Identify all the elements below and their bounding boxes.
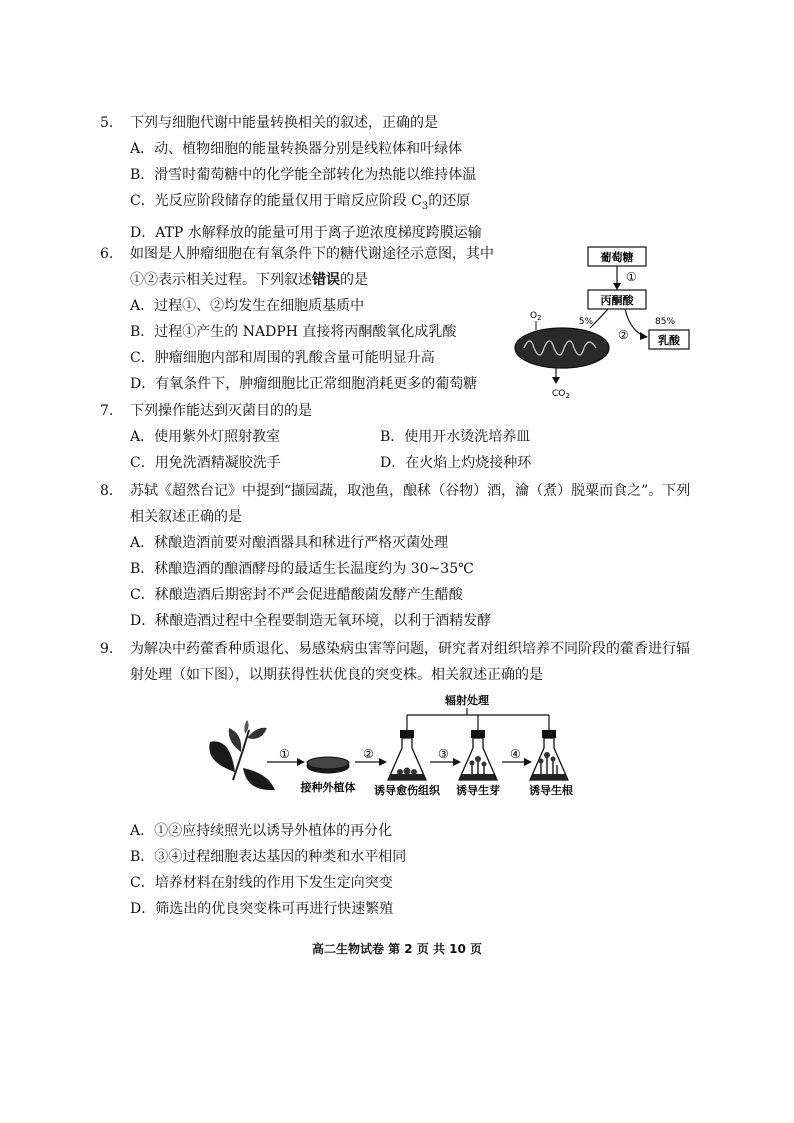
option-d: D．有氧条件下，肿瘤细胞比正常细胞消耗更多的葡萄糖 <box>130 376 478 392</box>
option-d: D．在火焰上灼烧接种环 <box>380 455 532 471</box>
options-row-1 <box>100 424 700 450</box>
step-3-label: ③ <box>438 747 449 761</box>
question-stem-line1: 苏轼《超然台记》中提到“撷园蔬，取池鱼，酿秫（谷物）酒，瀹（煮）脱粟而食之”。下列 <box>130 483 691 499</box>
flask-root-icon <box>530 730 568 780</box>
option-a: A．过程①、②均发生在细胞质基质中 <box>130 298 365 314</box>
step-1-label: ① <box>279 747 290 761</box>
flask-shoot-icon <box>459 730 497 780</box>
arrowhead-1 <box>297 758 305 766</box>
question-7 <box>100 398 700 476</box>
question-number: 7. <box>100 403 114 419</box>
arrowhead-1 <box>613 283 621 290</box>
label-root: 诱导生根 <box>529 784 573 797</box>
arrowhead-3 <box>552 377 560 384</box>
option-a: A．①②应持续照光以诱导外植体的再分化 <box>130 823 393 839</box>
flask-callus-icon <box>388 730 426 780</box>
question-8 <box>100 478 700 634</box>
option-d: D．秫酿造酒过程中全程要制造无氧环境，以利于酒精发酵 <box>130 613 492 629</box>
petri-dish-lid <box>307 757 349 769</box>
percent-lactate: 85% <box>655 317 676 327</box>
co2-label: $CO_2$ <box>552 389 570 400</box>
option-a: A．动、植物细胞的能量转换器分别是线粒体和叶绿体 <box>130 141 463 157</box>
arrowhead-3 <box>453 758 461 766</box>
step-1-label: ① <box>626 270 637 284</box>
option-b: B．秫酿造酒的酿酒酵母的最适生长温度约为 30~35℃ <box>130 561 474 577</box>
label-shoot: 诱导生芽 <box>456 784 500 797</box>
question-stem-line1: 如图是人肿瘤细胞在有氧条件下的糖代谢途径示意图，其中 <box>130 246 494 262</box>
glucose-label: 葡萄糖 <box>600 251 634 264</box>
option-b: B．③④过程细胞表达基因的种类和水平相同 <box>130 849 407 865</box>
question-number: 6. <box>100 246 114 262</box>
tissue-culture-diagram <box>195 690 605 820</box>
option-b: B．使用开水烫洗培养皿 <box>380 429 531 445</box>
mitochondrion <box>515 328 609 368</box>
question-stem-line2: 相关叙述正确的是 <box>130 509 242 525</box>
question-stem-line1: 为解决中药藿香种质退化、易感染病虫害等问题，研究者对组织培养不同阶段的藿香进行辐 <box>130 641 690 657</box>
question-9 <box>100 636 700 688</box>
percent-mitochondria: 5% <box>578 317 593 327</box>
question-9-options <box>100 818 700 922</box>
question-number: 9. <box>100 641 114 657</box>
option-a: A．使用紫外灯照射教室 <box>130 429 281 445</box>
option-c: C．秫酿造酒后期密封不严会促进醋酸菌发酵产生醋酸 <box>130 587 463 603</box>
option-c: C．光反应阶段储存的能量仅用于暗反应阶段 $C_3$的还原 <box>130 193 471 212</box>
emphasis-text: 错误 <box>312 272 340 288</box>
question-stem-line2: 射处理（如下图），以期获得性状优良的突变株。相关叙述正确的是 <box>130 667 543 683</box>
glycolysis-diagram <box>500 240 710 405</box>
label-callus: 诱导愈伤组织 <box>374 784 440 797</box>
option-d: D．筛选出的优良突变株可再进行快速繁殖 <box>130 901 394 917</box>
lactate-label: 乳酸 <box>658 334 680 347</box>
option-b: B．滑雪时葡萄糖中的化学能全部转化为热能以维持体温 <box>130 167 477 183</box>
plant-icon <box>209 720 275 790</box>
arrowhead-4 <box>524 758 532 766</box>
option-c: C．培养材料在射线的作用下发生定向突变 <box>130 875 393 891</box>
radiation-label: 辐射处理 <box>445 694 489 707</box>
question-5 <box>100 110 700 246</box>
question-number: 5. <box>100 115 114 131</box>
option-b: B．过程①产生的 NADPH 直接将丙酮酸氧化成乳酸 <box>130 324 457 340</box>
o2-label: $O_2$ <box>530 311 542 322</box>
question-6 <box>100 241 520 397</box>
page-footer: 高二生物试卷 第 2 页 共 10 页 <box>311 942 483 956</box>
option-c: C．肿瘤细胞内部和周围的乳酸含量可能明显升高 <box>130 350 435 366</box>
pyruvate-label: 丙酮酸 <box>600 294 634 307</box>
arrowhead-2 <box>640 332 648 340</box>
label-explant: 接种外植体 <box>300 781 356 794</box>
option-a: A．秫酿造酒前要对酿酒器具和秫进行严格灭菌处理 <box>130 535 449 551</box>
question-stem: 下列与细胞代谢中能量转换相关的叙述，正确的是 <box>130 115 438 131</box>
question-stem-line2: ①②表示相关过程。下列叙述错误的是 <box>130 272 368 288</box>
question-number: 8. <box>100 483 114 499</box>
arrowhead-2 <box>379 758 387 766</box>
step-4-label: ④ <box>510 747 521 761</box>
step-2-label: ② <box>363 747 374 761</box>
options-row-2 <box>100 450 700 476</box>
step-2-label: ② <box>618 328 629 342</box>
question-stem: 下列操作能达到灭菌目的的是 <box>130 403 312 419</box>
option-c: C．用免洗酒精凝胶洗手 <box>130 455 281 471</box>
option-d: D．ATP 水解释放的能量可用于离子逆浓度梯度跨膜运输 <box>130 224 482 241</box>
